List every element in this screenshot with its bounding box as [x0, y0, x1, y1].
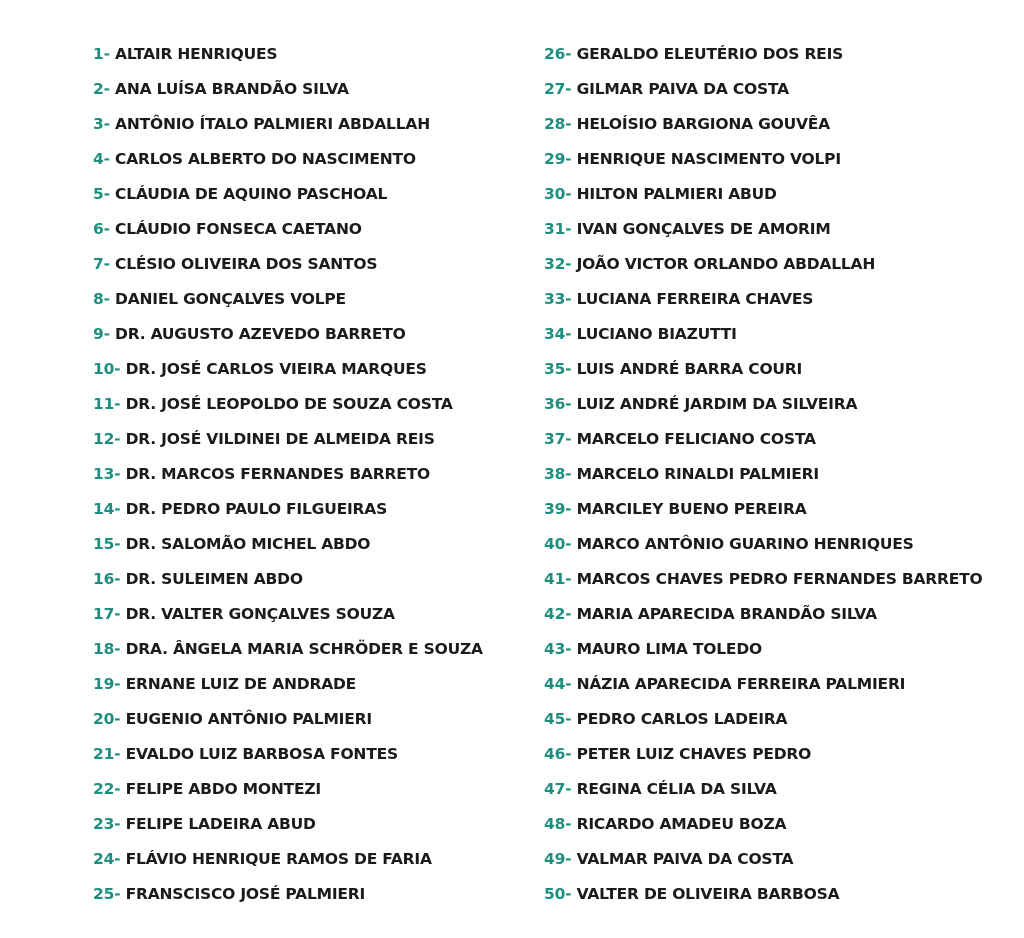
item-name: DR. PEDRO PAULO FILGUEIRAS: [125, 500, 388, 518]
list-item: [93, 107, 483, 142]
list-item: [544, 737, 983, 772]
item-name: FRANSCISCO JOSÉ PALMIERI: [125, 885, 366, 903]
item-number: 11-: [93, 395, 121, 413]
list-item: [93, 282, 483, 317]
item-number: 43-: [544, 640, 572, 658]
item-name: DRA. ÂNGELA MARIA SCHRÖDER E SOUZA: [125, 640, 483, 658]
list-item: [93, 317, 483, 352]
item-name: PEDRO CARLOS LADEIRA: [576, 710, 788, 728]
item-number: 25-: [93, 885, 121, 903]
item-name: CARLOS ALBERTO DO NASCIMENTO: [115, 150, 416, 168]
list-item: [93, 737, 483, 772]
list-item: [93, 387, 483, 422]
item-number: 1-: [93, 45, 110, 63]
list-item: [544, 527, 983, 562]
list-item: [93, 247, 483, 282]
item-number: 32-: [544, 255, 572, 273]
item-name: LUCIANA FERREIRA CHAVES: [576, 290, 814, 308]
item-name: MARCO ANTÔNIO GUARINO HENRIQUES: [576, 535, 914, 553]
item-name: PETER LUIZ CHAVES PEDRO: [576, 745, 812, 763]
list-item: [93, 597, 483, 632]
list-item: [544, 72, 983, 107]
item-number: 13-: [93, 465, 121, 483]
item-name: EVALDO LUIZ BARBOSA FONTES: [125, 745, 398, 763]
item-name: DR. SULEIMEN ABDO: [125, 570, 303, 588]
item-number: 28-: [544, 115, 572, 133]
item-number: 17-: [93, 605, 121, 623]
list-item: [93, 632, 483, 667]
list-item: [544, 37, 983, 72]
item-number: 49-: [544, 850, 572, 868]
item-number: 31-: [544, 220, 572, 238]
list-item: [544, 247, 983, 282]
item-name: ERNANE LUIZ DE ANDRADE: [125, 675, 357, 693]
item-number: 41-: [544, 570, 572, 588]
item-name: MARCILEY BUENO PEREIRA: [576, 500, 807, 518]
item-number: 15-: [93, 535, 121, 553]
item-number: 9-: [93, 325, 110, 343]
item-name: HELOÍSIO BARGIONA GOUVÊA: [576, 115, 830, 133]
item-number: 20-: [93, 710, 121, 728]
item-number: 30-: [544, 185, 572, 203]
item-number: 18-: [93, 640, 121, 658]
item-name: JOÃO VICTOR ORLANDO ABDALLAH: [576, 255, 876, 273]
list-item: [544, 177, 983, 212]
list-item: [544, 842, 983, 877]
list-item: [544, 352, 983, 387]
item-name: FLÁVIO HENRIQUE RAMOS DE FARIA: [125, 850, 432, 868]
list-item: [93, 142, 483, 177]
item-number: 3-: [93, 115, 110, 133]
list-item: [93, 527, 483, 562]
item-name: LUIZ ANDRÉ JARDIM DA SILVEIRA: [576, 395, 858, 413]
list-item: [93, 562, 483, 597]
item-number: 29-: [544, 150, 572, 168]
item-name: MARCELO RINALDI PALMIERI: [576, 465, 819, 483]
item-number: 38-: [544, 465, 572, 483]
list-item: [93, 842, 483, 877]
list-item: [544, 492, 983, 527]
item-name: FELIPE ABDO MONTEZI: [125, 780, 321, 798]
item-name: REGINA CÉLIA DA SILVA: [576, 780, 777, 798]
item-name: HENRIQUE NASCIMENTO VOLPI: [576, 150, 841, 168]
list-item: [93, 457, 483, 492]
item-name: DR. JOSÉ LEOPOLDO DE SOUZA COSTA: [125, 395, 453, 413]
list-item: [544, 877, 983, 912]
list-item: [544, 807, 983, 842]
item-number: 2-: [93, 80, 110, 98]
list-item: [544, 422, 983, 457]
item-name: HILTON PALMIERI ABUD: [576, 185, 777, 203]
right-name-list: [544, 37, 983, 912]
list-item: [93, 772, 483, 807]
item-name: ANA LUÍSA BRANDÃO SILVA: [115, 80, 349, 98]
left-name-list: [93, 37, 483, 912]
item-number: 4-: [93, 150, 110, 168]
item-number: 8-: [93, 290, 110, 308]
item-number: 26-: [544, 45, 572, 63]
item-number: 36-: [544, 395, 572, 413]
item-name: DR. JOSÉ VILDINEI DE ALMEIDA REIS: [125, 430, 435, 448]
item-name: GILMAR PAIVA DA COSTA: [576, 80, 789, 98]
item-name: LUCIANO BIAZUTTI: [576, 325, 737, 343]
item-name: DR. MARCOS FERNANDES BARRETO: [125, 465, 430, 483]
list-item: [544, 387, 983, 422]
item-number: 6-: [93, 220, 110, 238]
list-item: [93, 492, 483, 527]
item-name: GERALDO ELEUTÉRIO DOS REIS: [576, 45, 844, 63]
item-name: DR. AUGUSTO AZEVEDO BARRETO: [115, 325, 406, 343]
item-number: 22-: [93, 780, 121, 798]
item-number: 37-: [544, 430, 572, 448]
item-name: IVAN GONÇALVES DE AMORIM: [576, 220, 831, 238]
list-item: [544, 212, 983, 247]
list-item: [544, 702, 983, 737]
list-item: [544, 597, 983, 632]
item-name: VALTER DE OLIVEIRA BARBOSA: [576, 885, 840, 903]
item-name: NÁZIA APARECIDA FERREIRA PALMIERI: [576, 675, 906, 693]
list-item: [93, 177, 483, 212]
list-item: [544, 142, 983, 177]
item-number: 7-: [93, 255, 110, 273]
item-number: 14-: [93, 500, 121, 518]
list-item: [544, 457, 983, 492]
list-item: [93, 702, 483, 737]
item-number: 47-: [544, 780, 572, 798]
list-item: [93, 422, 483, 457]
item-name: CLÁUDIA DE AQUINO PASCHOAL: [115, 185, 388, 203]
item-number: 16-: [93, 570, 121, 588]
list-item: [544, 282, 983, 317]
item-number: 33-: [544, 290, 572, 308]
item-name: MARCELO FELICIANO COSTA: [576, 430, 816, 448]
list-item: [544, 772, 983, 807]
list-item: [544, 667, 983, 702]
list-item: [544, 632, 983, 667]
item-number: 34-: [544, 325, 572, 343]
item-number: 45-: [544, 710, 572, 728]
item-number: 50-: [544, 885, 572, 903]
item-number: 44-: [544, 675, 572, 693]
item-number: 5-: [93, 185, 110, 203]
list-item: [544, 107, 983, 142]
item-number: 39-: [544, 500, 572, 518]
item-name: MARCOS CHAVES PEDRO FERNANDES BARRETO: [576, 570, 983, 588]
item-name: DANIEL GONÇALVES VOLPE: [115, 290, 346, 308]
item-number: 10-: [93, 360, 121, 378]
item-name: CLÁUDIO FONSECA CAETANO: [115, 220, 362, 238]
item-name: MARIA APARECIDA BRANDÃO SILVA: [576, 605, 877, 623]
item-name: EUGENIO ANTÔNIO PALMIERI: [125, 710, 372, 728]
item-name: DR. JOSÉ CARLOS VIEIRA MARQUES: [125, 360, 427, 378]
list-item: [93, 352, 483, 387]
item-number: 27-: [544, 80, 572, 98]
item-name: VALMAR PAIVA DA COSTA: [576, 850, 794, 868]
list-item: [544, 562, 983, 597]
item-number: 19-: [93, 675, 121, 693]
list-item: [93, 667, 483, 702]
item-number: 46-: [544, 745, 572, 763]
item-number: 42-: [544, 605, 572, 623]
item-number: 48-: [544, 815, 572, 833]
item-name: FELIPE LADEIRA ABUD: [125, 815, 316, 833]
item-number: 21-: [93, 745, 121, 763]
item-name: DR. VALTER GONÇALVES SOUZA: [125, 605, 395, 623]
item-number: 12-: [93, 430, 121, 448]
list-item: [93, 877, 483, 912]
item-name: ANTÔNIO ÍTALO PALMIERI ABDALLAH: [115, 115, 430, 133]
item-name: MAURO LIMA TOLEDO: [576, 640, 762, 658]
item-number: 23-: [93, 815, 121, 833]
item-number: 35-: [544, 360, 572, 378]
item-name: LUIS ANDRÉ BARRA COURI: [576, 360, 803, 378]
item-number: 40-: [544, 535, 572, 553]
list-item: [93, 212, 483, 247]
item-name: ALTAIR HENRIQUES: [115, 45, 278, 63]
item-number: 24-: [93, 850, 121, 868]
list-item: [544, 317, 983, 352]
item-name: RICARDO AMADEU BOZA: [576, 815, 787, 833]
item-name: CLÉSIO OLIVEIRA DOS SANTOS: [115, 255, 378, 273]
item-name: DR. SALOMÃO MICHEL ABDO: [125, 535, 371, 553]
list-item: [93, 807, 483, 842]
list-item: [93, 72, 483, 107]
list-item: [93, 37, 483, 72]
